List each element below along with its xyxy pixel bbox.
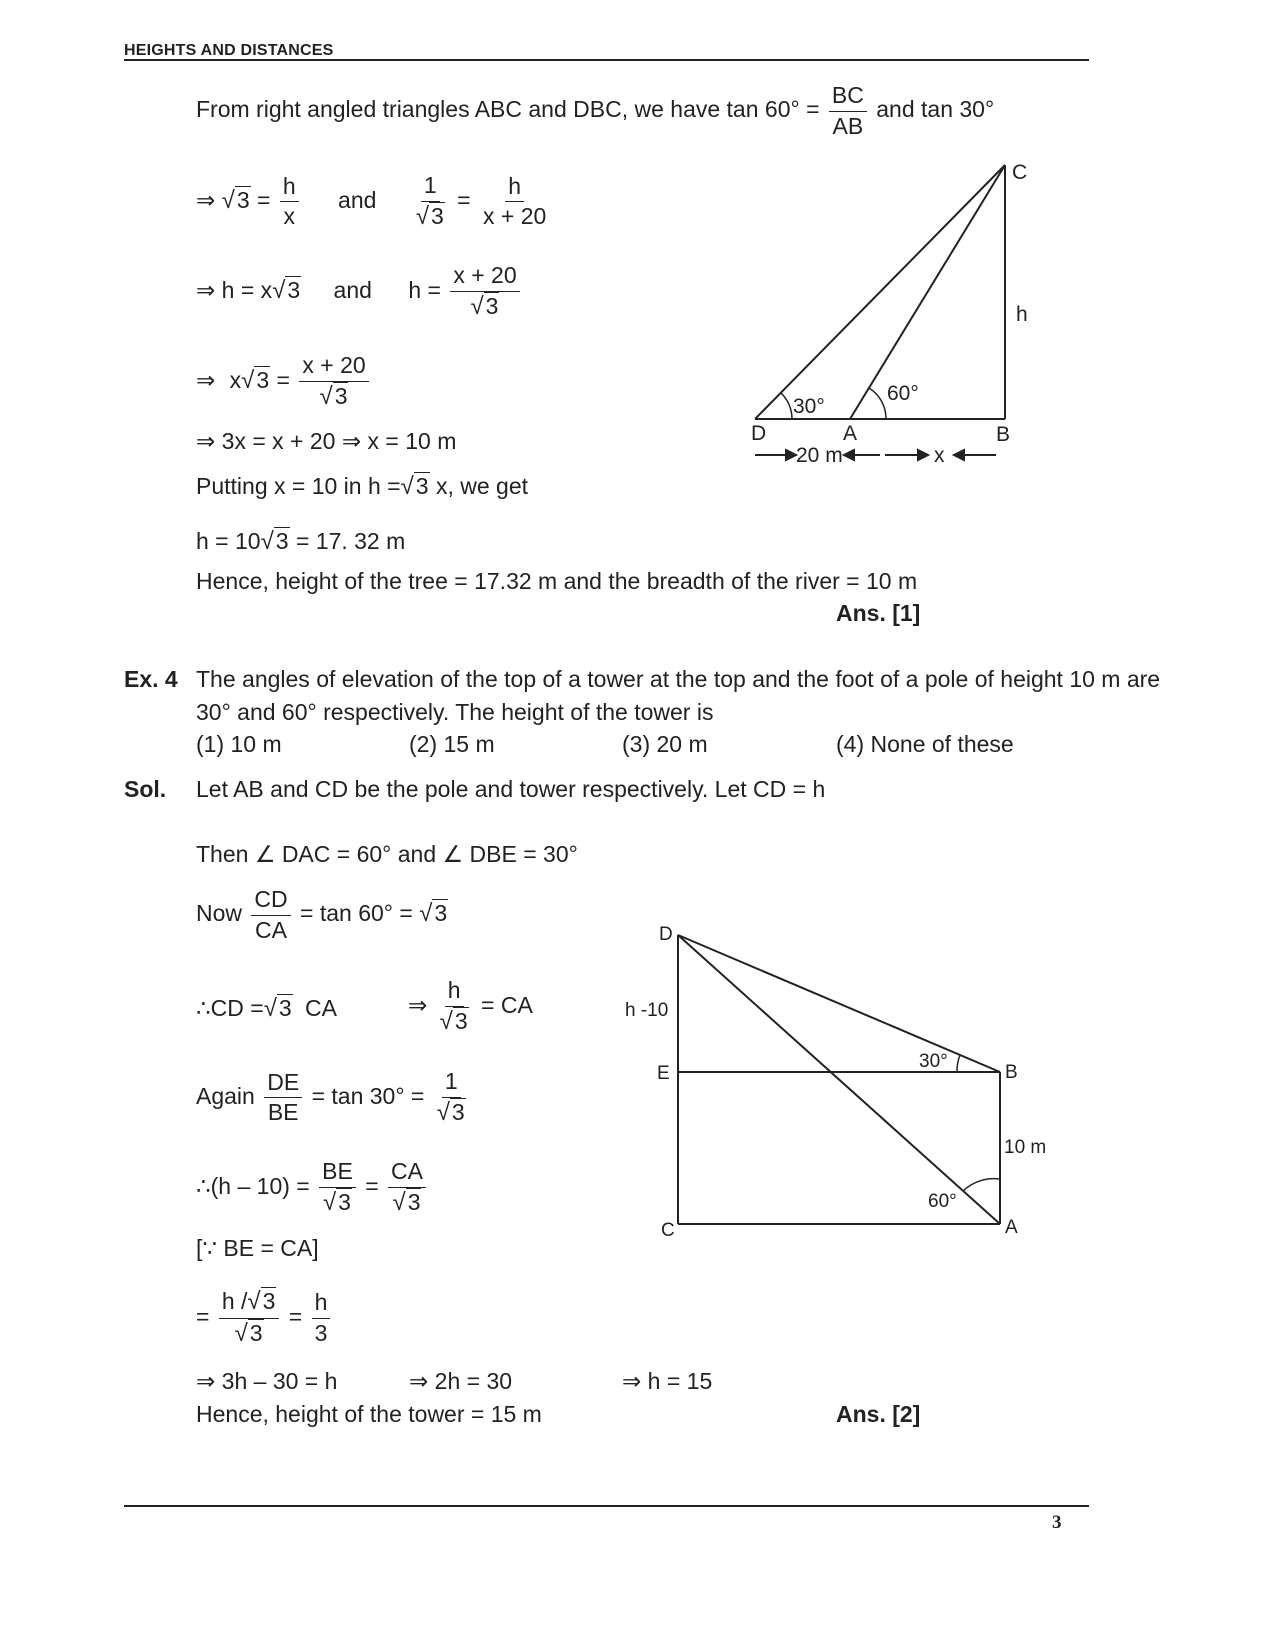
equation-line-5: Putting x = 10 in h =√3 x, we get bbox=[196, 473, 528, 500]
equation-line-1: ⇒ √3 = $\frac{h}{x}$ and $\frac{1}{√3}$ = $\frac{h}{x + 20}$ bbox=[196, 172, 547, 230]
answer-1: Ans. [1] bbox=[836, 600, 921, 626]
option-4: (4) None of these bbox=[836, 731, 1014, 757]
now-line: Now $\frac{CD}{CA}$ = tan 60° = √3 bbox=[196, 886, 448, 943]
label-angle-60: 60° bbox=[887, 382, 919, 405]
line-ac bbox=[850, 165, 1005, 419]
line-dc bbox=[755, 165, 1005, 419]
label-e: E bbox=[657, 1063, 670, 1084]
header-rule bbox=[124, 59, 1089, 61]
final-step-a: ⇒ 3h – 30 = h bbox=[196, 1368, 338, 1394]
option-2: (2) 15 m bbox=[409, 731, 495, 757]
final-step-c: ⇒ h = 15 bbox=[622, 1368, 713, 1394]
label-a: A bbox=[843, 422, 858, 445]
final-step-b: ⇒ 2h = 30 bbox=[409, 1368, 513, 1394]
intro-tail: and tan 30° bbox=[876, 96, 995, 123]
equation-line-6: h = 10√3 = 17. 32 m bbox=[196, 528, 406, 555]
line-db bbox=[678, 935, 1000, 1072]
label-x: x bbox=[934, 444, 945, 467]
label-b: B bbox=[996, 423, 1011, 446]
option-1: (1) 10 m bbox=[196, 731, 282, 757]
cd-line-right: ⇒ $\frac{h}{√3}$ = CA bbox=[408, 977, 533, 1035]
label-b: B bbox=[1005, 1062, 1018, 1083]
label-angle-30: 30° bbox=[919, 1051, 948, 1072]
page-number: 3 bbox=[1052, 1512, 1062, 1533]
label-angle-60: 60° bbox=[928, 1191, 957, 1212]
eq-line: = $\frac{h /√3}{√3}$ = $\frac{h}{3}$ bbox=[196, 1288, 333, 1349]
tree-conclusion: Hence, height of the tree = 17.32 m and the breadth of the river = 10 m bbox=[196, 568, 918, 594]
footer-rule bbox=[124, 1505, 1089, 1507]
diagram-pole-tower bbox=[615, 915, 1065, 1245]
equation-line-3: ⇒ x√3 = $\frac{x + 20}{√3}$ bbox=[196, 352, 372, 411]
label-a: A bbox=[1005, 1217, 1018, 1238]
intro-line bbox=[196, 82, 994, 140]
example-label: Ex. 4 bbox=[124, 666, 178, 692]
label-h-minus-10: h -10 bbox=[625, 1000, 669, 1021]
label-angle-30: 30° bbox=[793, 395, 825, 418]
page-header-title: HEIGHTS AND DISTANCES bbox=[124, 42, 334, 59]
solution-label: Sol. bbox=[124, 776, 167, 802]
fraction-bc-ab: $\frac{BC}{AB}$ bbox=[829, 82, 867, 140]
line-da bbox=[678, 935, 1000, 1224]
solution-line-2: Then ∠ DAC = 60° and ∠ DBE = 30° bbox=[196, 841, 578, 867]
solution-line-1: Let AB and CD be the pole and tower respectively. Let CD = h bbox=[196, 776, 826, 802]
angle-arc-60 bbox=[869, 388, 886, 419]
equation-line-4: ⇒ 3x = x + 20 ⇒ x = 10 m bbox=[196, 428, 457, 454]
angle-arc-30 bbox=[781, 393, 792, 419]
tower-conclusion: Hence, height of the tower = 15 m bbox=[196, 1401, 542, 1427]
because-line: [∵ BE = CA] bbox=[196, 1235, 319, 1261]
again-line: Again $\frac{DE}{BE}$ = tan 30° = $\frac{1}{√3}$ bbox=[196, 1068, 465, 1126]
label-c: C bbox=[1012, 161, 1028, 184]
dimension-arrows bbox=[755, 450, 996, 460]
intro-text: From right angled triangles ABC and DBC, we have tan 60° = bbox=[196, 96, 820, 123]
question-line-1: The angles of elevation of the top of a tower at the top and the foot of a pole of height 10 m are bbox=[196, 666, 1161, 692]
label-d: D bbox=[751, 422, 767, 445]
angle-arc-60 bbox=[963, 1179, 1000, 1191]
cd-line-left: ∴CD =√3 CA bbox=[196, 995, 337, 1022]
label-20m: 20 m bbox=[796, 444, 843, 467]
angle-arc-30 bbox=[957, 1055, 960, 1072]
label-c: C bbox=[661, 1220, 675, 1241]
label-10m: 10 m bbox=[1004, 1137, 1047, 1158]
label-h: h bbox=[1016, 303, 1028, 326]
answer-2: Ans. [2] bbox=[836, 1401, 921, 1427]
option-3: (3) 20 m bbox=[622, 731, 708, 757]
h10-line: ∴(h – 10) = $\frac{BE}{√3}$ = $\frac{CA}{√3}$ bbox=[196, 1158, 429, 1217]
label-d: D bbox=[659, 924, 673, 945]
question-line-2: 30° and 60° respectively. The height of the tower is bbox=[196, 699, 714, 725]
equation-line-2: ⇒ h = x√3 and h = $\frac{x + 20}{√3}$ bbox=[196, 262, 523, 321]
diagram-tree-river bbox=[740, 155, 1040, 475]
